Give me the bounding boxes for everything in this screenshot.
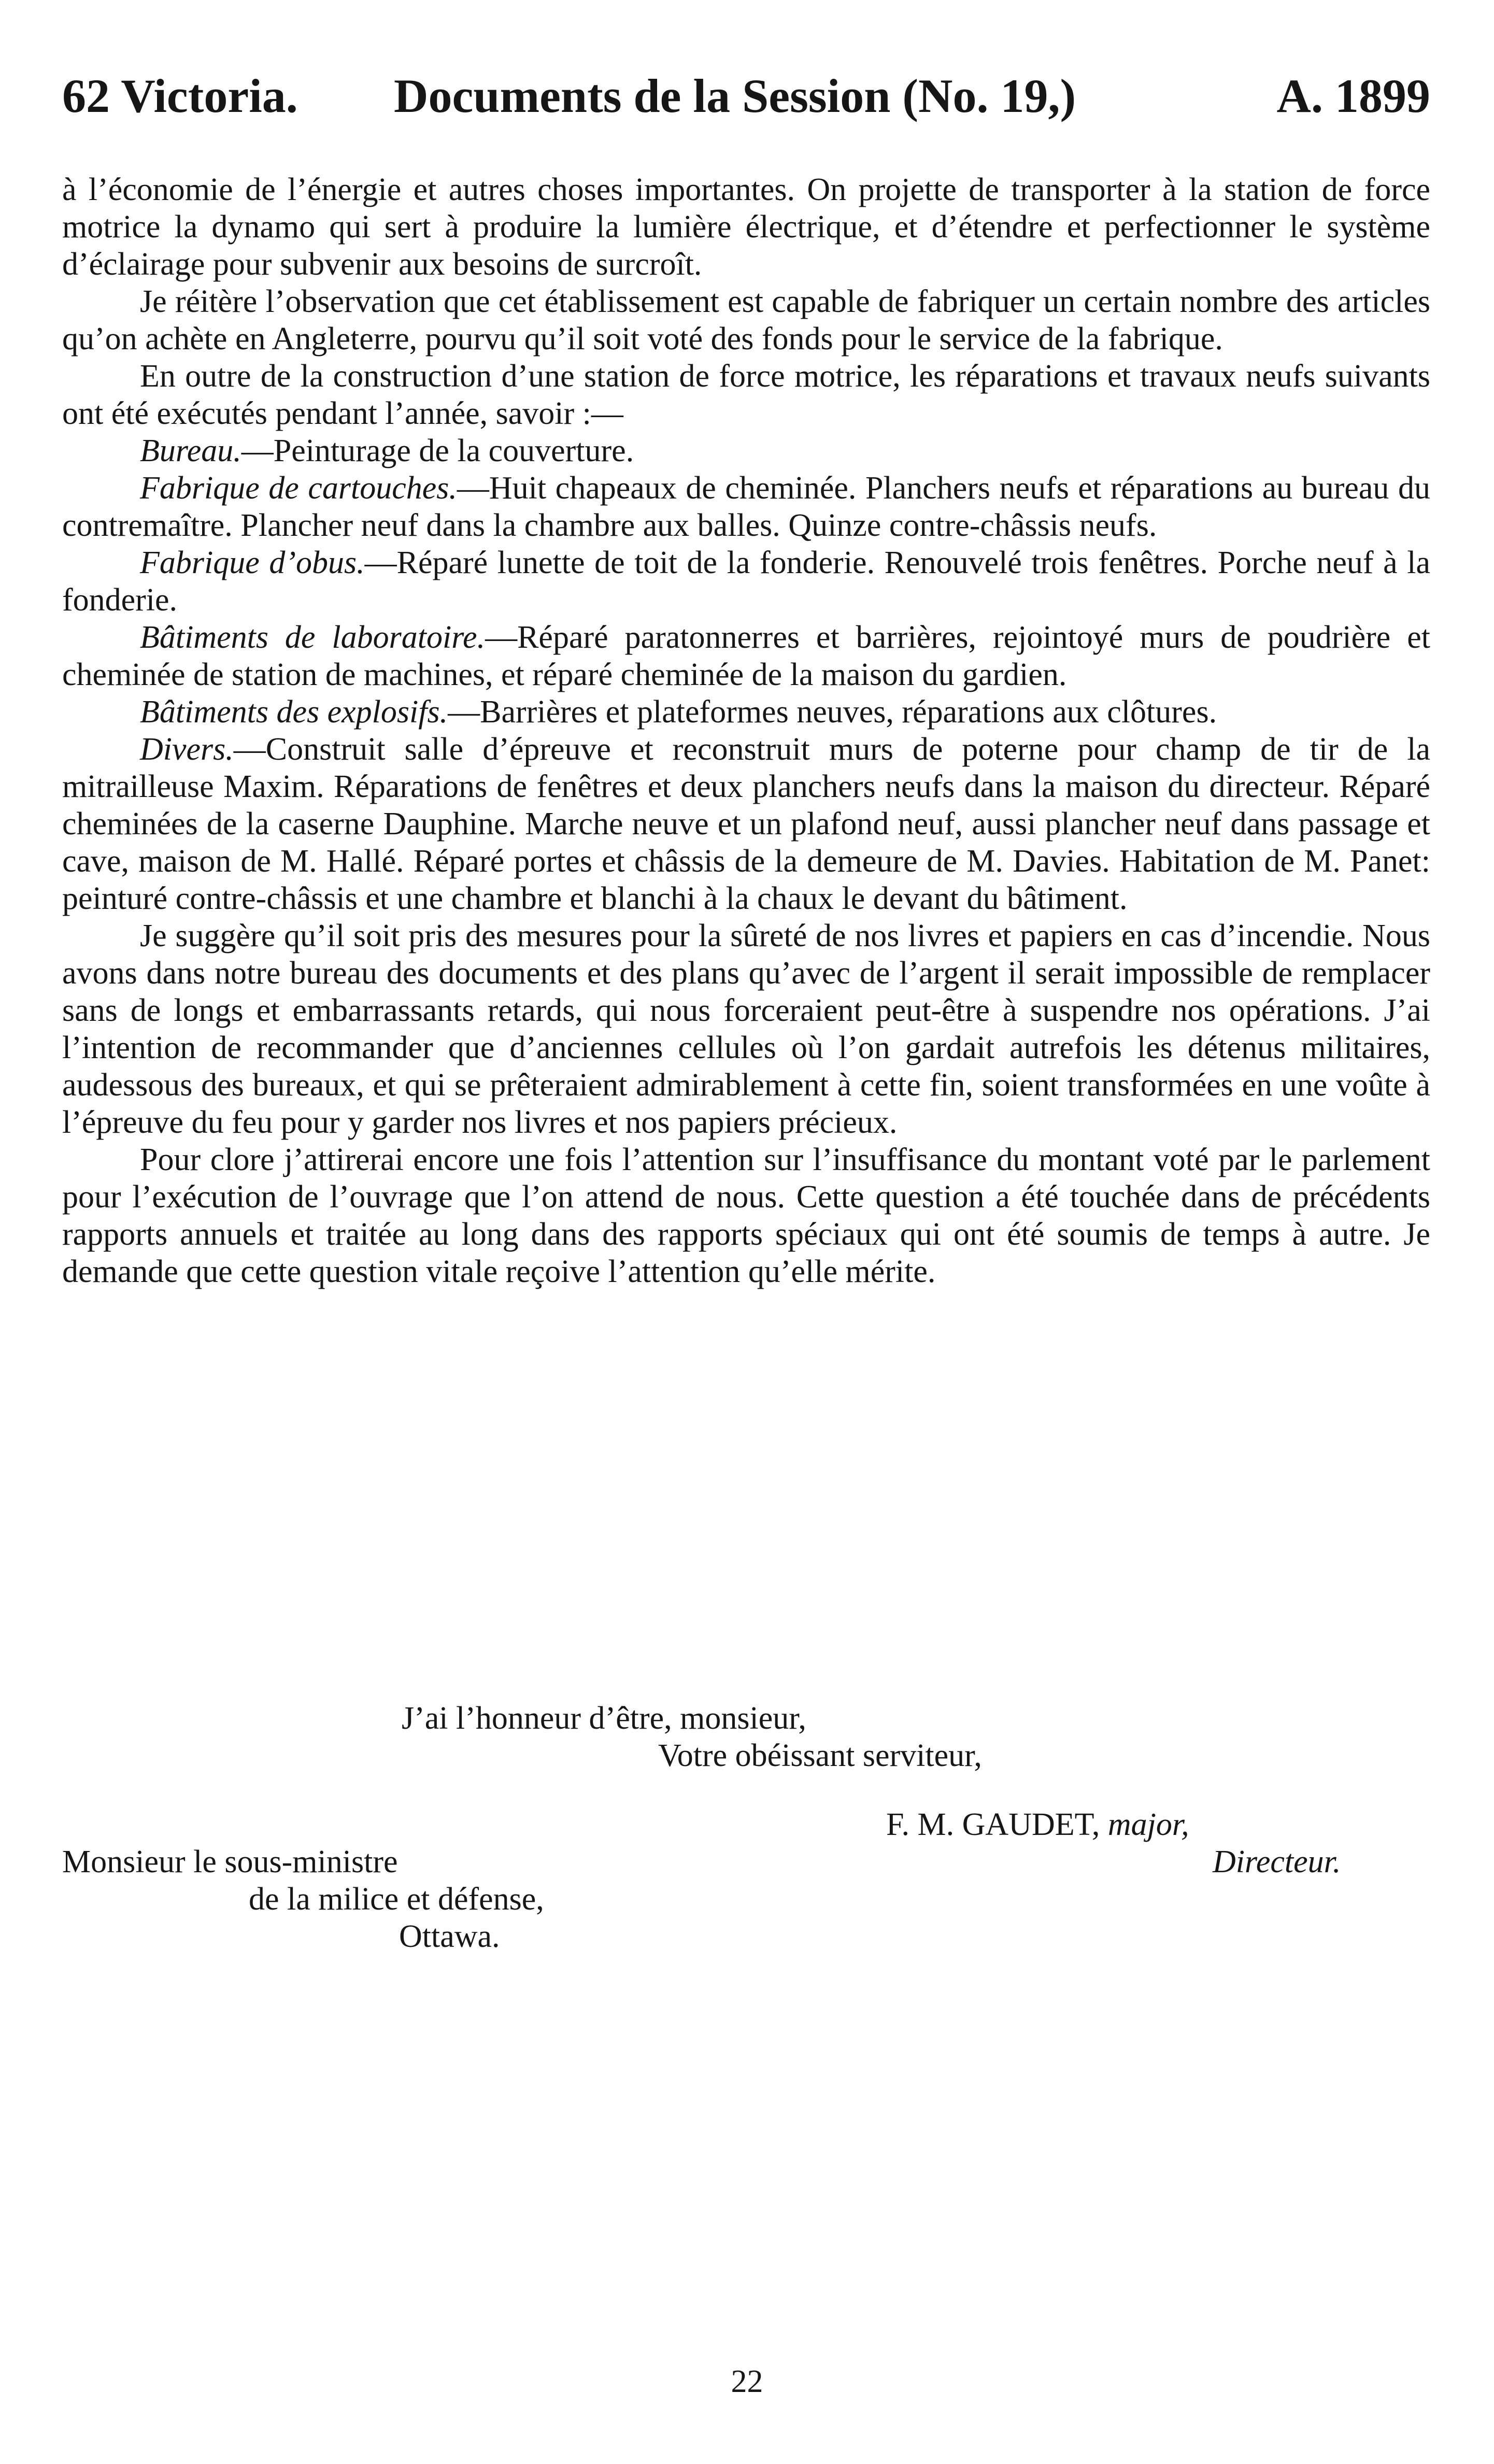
addressee-line-2: de la milice et défense, [249,1882,544,1917]
paragraph-repairs-intro: En outre de la construction d’une station de force motrice, les réparations et travaux neufs suivants ont été exécutés pendant l’année, savoir :— [62,359,1430,431]
repair-item-divers [62,731,1430,917]
signature-title: Directeur. [1213,1844,1341,1879]
signature-name: F. M. GAUDET, [886,1807,1100,1842]
repair-item-label: Bâtiments de laboratoire. [140,620,486,655]
header-year: A. 1899 [1276,69,1430,122]
repair-item-label: Divers. [140,732,234,767]
repair-item-text: —Barrières et plateformes neuves, réparations aux clôtures. [448,694,1217,730]
letter-body [62,171,1430,1290]
repair-item-label: Bureau. [140,433,241,468]
paragraph-continuation: à l’économie de l’énergie et autres choses importantes. On projette de transporter à la station de force motrice la dynamo qui sert à produire la lumière électrique, et d’étendre et perfectionner le système d’éclairage pour subvenir aux besoins de surcroît. [62,172,1430,282]
repair-item-label: Fabrique d’obus. [140,545,365,580]
addressee-line-1: Monsieur le sous-ministre [62,1844,398,1879]
paragraph-observation: Je réitère l’observation que cet établissement est capable de fabriquer un certain nombre des articles qu’on achète en Angleterre, pourvu qu’il soit voté des fonds pour le service de la fabrique. [62,284,1430,357]
letter-closing [0,1679,1494,2145]
repair-item-text: —Réparé paratonnerres et barrières, rejointoyé murs de poudrière et cheminée de station de machines, et réparé cheminée de la maison du gardien. [62,620,1430,692]
repair-item-text: —Huit chapeaux de cheminée. Planchers neufs et réparations au bureau du contremaître. Plancher neuf dans la chambre aux balles. Quinze contre-châssis neufs. [62,471,1430,543]
repair-item-cartouches [62,469,1430,544]
repair-item-label: Bâtiments des explosifs. [140,694,448,730]
header-volume: 62 Victoria. [62,69,298,122]
repair-item-explosifs [62,693,1430,731]
signature [886,1806,1189,1843]
page-number: 22 [731,2364,763,2399]
repair-item-text: —Construit salle d’épreuve et reconstruit murs de poterne pour champ de tir de la mitrailleuse Maxim. Réparations de fenêtres et deux planchers neufs dans la maison du directeur. Réparé cheminées de la caserne Dauphine. Marche neuve et un plafond neuf, aussi plancher neuf dans passage et cave, maison de M. Hallé. Réparé portes et châssis de la demeure de M. Davies. Habitation de M. Panet: peinturé contre-châssis et une chambre et blanchi à la chaux le devant du bâtiment. [62,732,1430,916]
closing-serviteur: Votre obéissant serviteur, [658,1738,982,1773]
header-title: Documents de la Session (No. 19,) [394,69,1076,122]
repair-item-laboratoire [62,619,1430,693]
paragraph-fire-safety: Je suggère qu’il soit pris des mesures pour la sûreté de nos livres et papiers en cas d’incendie. Nous avons dans notre bureau des documents et des plans qu’avec de l’argent il serait impossible de remplacer sans de longs et embarrassants retards, qui nous forceraient peut-être à suspendre nos opérations. J’ai l’intention de recommander que d’anciennes cellules où l’on gardait autrefois les détenus militaires, audessous des bureaux, et qui se prêteraient admirablement à cette fin, soient transformées en une voûte à l’épreuve du feu pour y garder nos livres et nos papiers précieux. [62,918,1430,1140]
repair-item-label: Fabrique de cartouches. [140,471,457,506]
closing-honneur: J’ai l’honneur d’être, monsieur, [402,1701,806,1736]
addressee-line-3: Ottawa. [399,1919,500,1954]
running-header [62,67,1430,124]
repair-item-text: —Réparé lunette de toit de la fonderie. Renouvelé trois fenêtres. Porche neuf à la fonderie. [62,545,1430,618]
repair-item-bureau [62,432,1430,469]
repair-item-text: —Peinturage de la couverture. [241,433,634,468]
repair-item-obus [62,544,1430,619]
signature-rank: major, [1107,1807,1189,1842]
paragraph-conclusion: Pour clore j’attirerai encore une fois l’attention sur l’insuffisance du montant voté par le parlement pour l’exécution de l’ouvrage que l’on attend de nous. Cette question a été touchée dans de précédents rapports annuels et traitée au long dans des rapports spéciaux qui ont été soumis de temps à autre. Je demande que cette question vitale reçoive l’attention qu’elle mérite. [62,1142,1430,1289]
